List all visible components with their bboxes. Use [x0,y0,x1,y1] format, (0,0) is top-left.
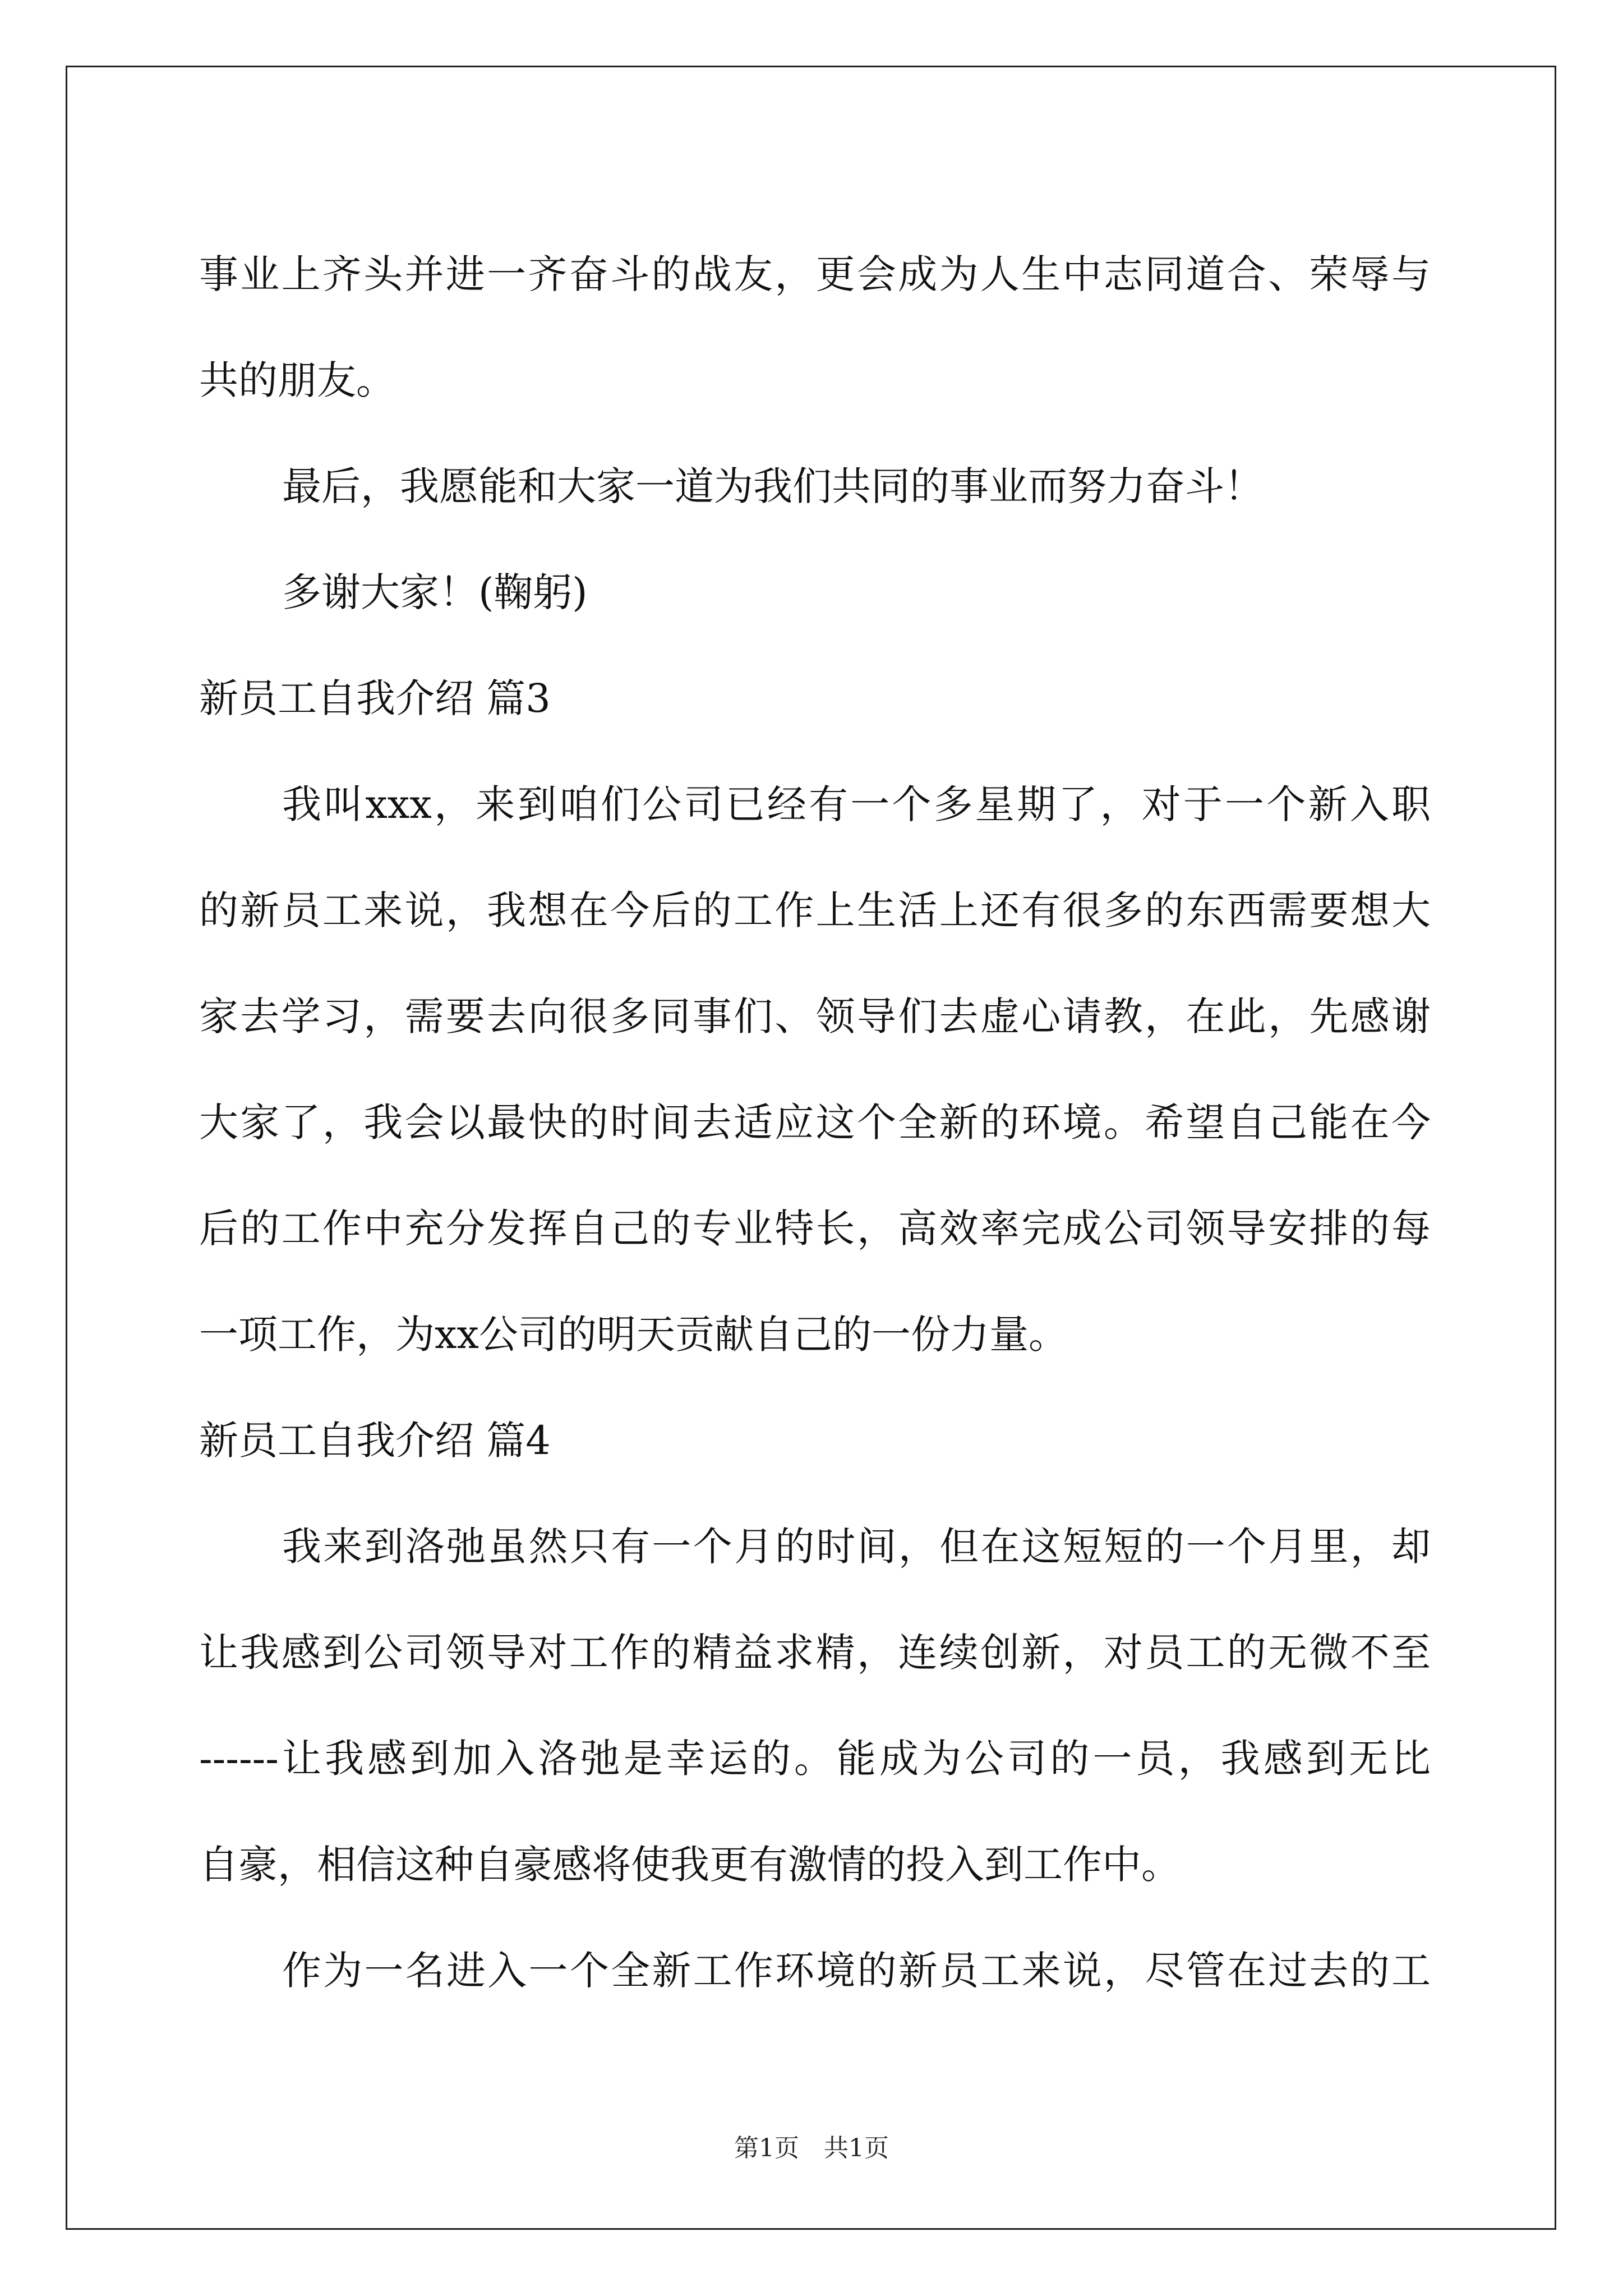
text-line: 自豪，相信这种自豪感将使我更有激情的投入到工作中。 [199,1842,1181,1888]
page-number: 第1页 [734,2134,799,2162]
document-body [199,222,1431,2024]
page-footer [0,2132,1623,2165]
text-line: 后的工作中充分发挥自己的专业特长，高效率完成公司领导安排的每 [199,1205,1431,1251]
section-heading: 新员工自我介绍 篇4 [199,1418,551,1464]
text-line: 一项工作，为xx公司的明天贡献自己的一份力量。 [199,1312,1068,1358]
text-line: 多谢大家！(鞠躬) [282,569,588,615]
total-pages: 共1页 [824,2134,889,2162]
text-line: 我叫xxx，来到咱们公司已经有一个多星期了，对于一个新入职 [282,781,1431,827]
text-line: 共的朋友。 [199,357,395,403]
section-heading: 新员工自我介绍 篇3 [199,675,551,721]
text-line: 事业上齐头并进一齐奋斗的战友，更会成为人生中志同道合、荣辱与 [199,251,1431,297]
text-line: 让我感到公司领导对工作的精益求精，连续创新，对员工的无微不至 [199,1630,1431,1676]
text-line: 我来到洛弛虽然只有一个月的时间，但在这短短的一个月里，却 [282,1524,1431,1570]
text-line: 家去学习，需要去向很多同事们、领导们去虚心请教，在此，先感谢 [199,993,1431,1039]
text-line: 最后，我愿能和大家一道为我们共同的事业而努力奋斗！ [282,463,1264,509]
text-line: ------让我感到加入洛弛是幸运的。能成为公司的一员，我感到无比 [199,1736,1431,1782]
text-line: 的新员工来说，我想在今后的工作上生活上还有很多的东西需要想大 [199,887,1431,933]
text-line: 作为一名进入一个全新工作环境的新员工来说，尽管在过去的工 [282,1948,1431,1994]
text-line: 大家了，我会以最快的时间去适应这个全新的环境。希望自己能在今 [199,1099,1431,1145]
